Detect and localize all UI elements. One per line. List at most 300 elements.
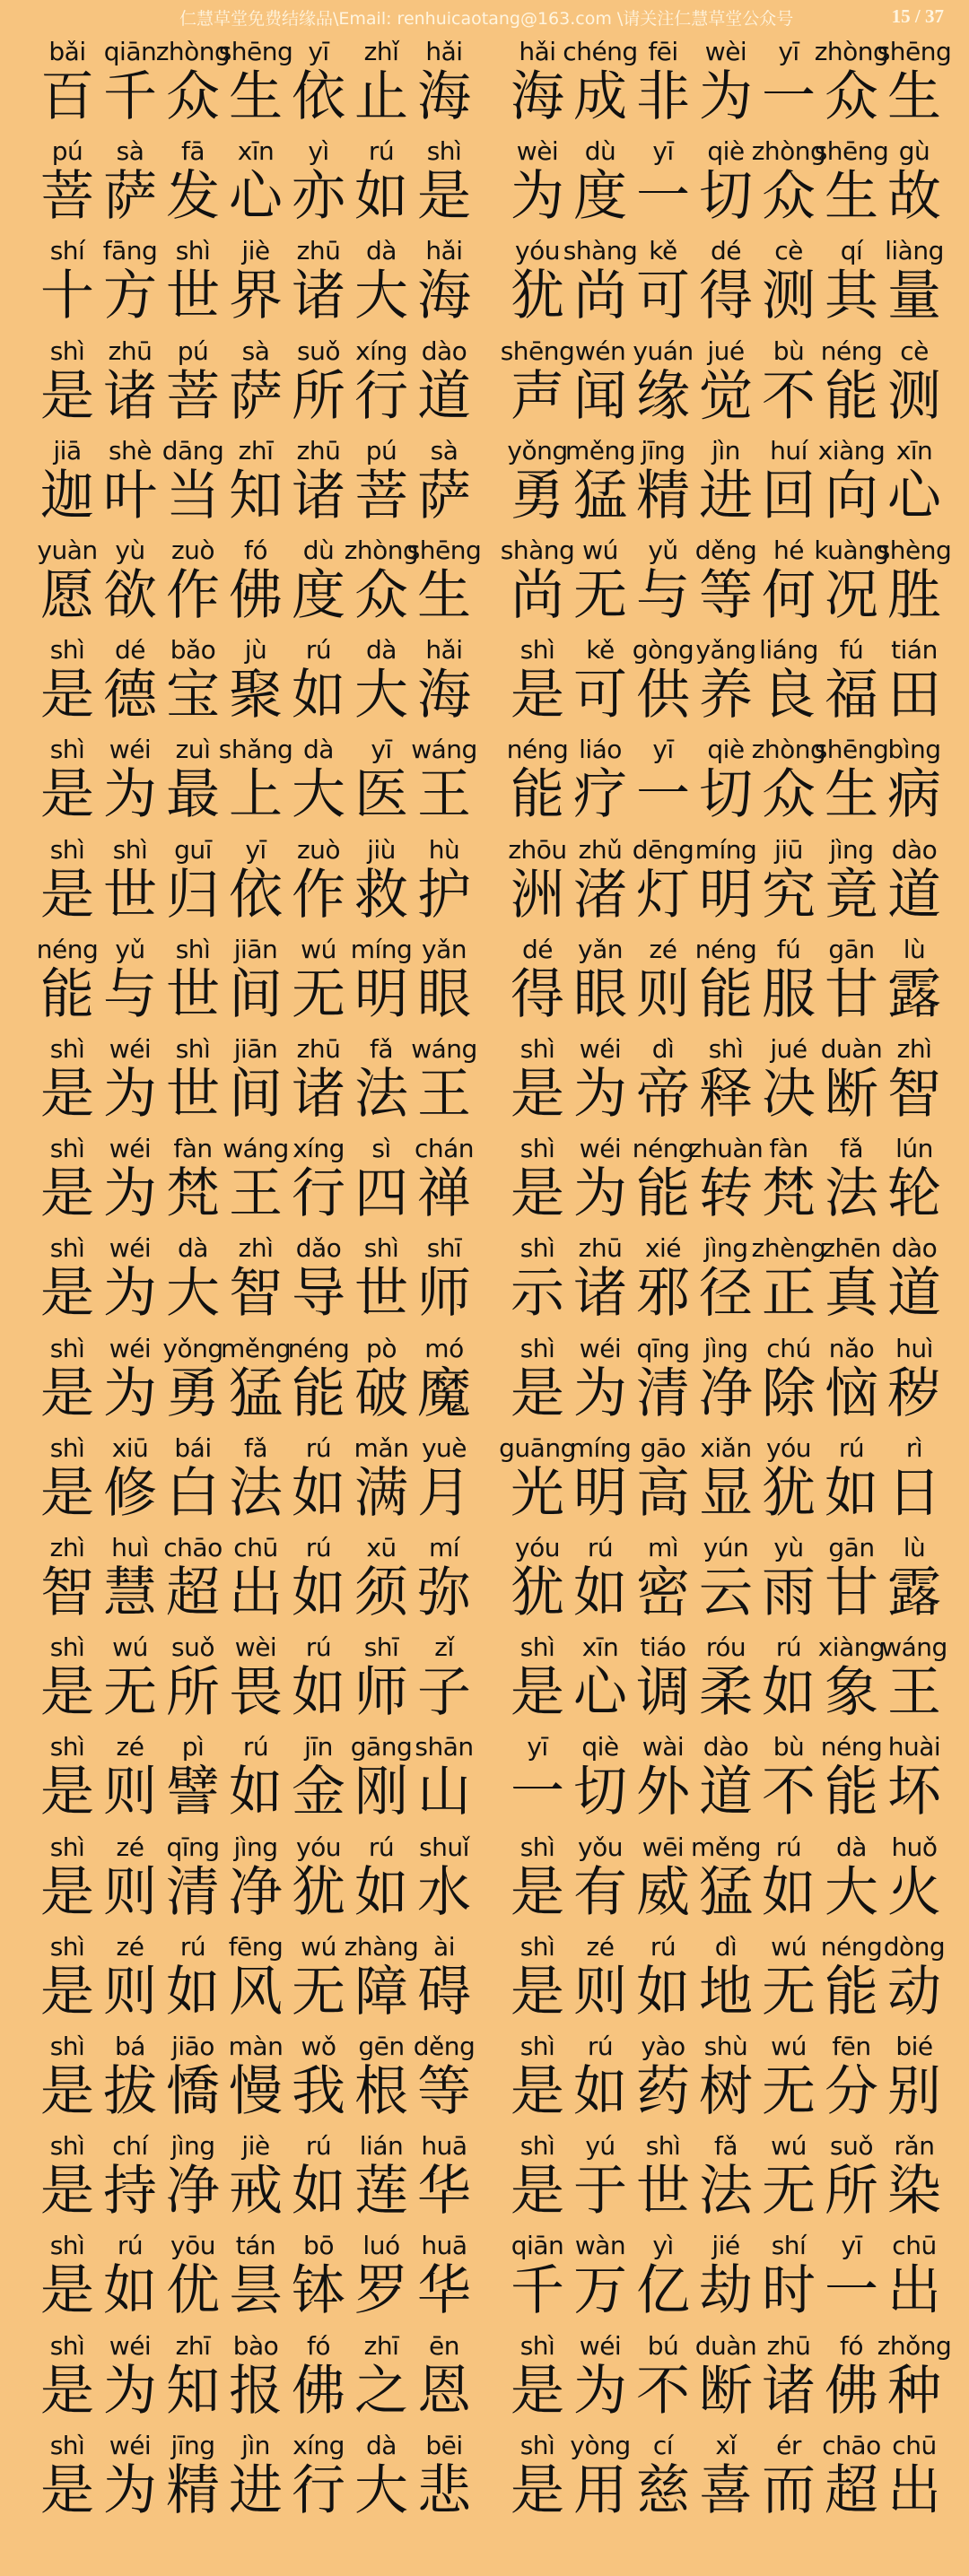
verse-character [413, 2130, 476, 2230]
pinyin: gāo [640, 1433, 686, 1463]
hanzi: 昙 [229, 2259, 283, 2322]
hanzi: 断 [825, 1063, 878, 1126]
hanzi: 是 [40, 864, 94, 927]
pinyin: dì [714, 1932, 738, 1962]
hanzi: 萨 [229, 365, 283, 428]
verse-line-left [36, 1731, 476, 1831]
hanzi: 医 [354, 763, 408, 826]
pinyin: shì [49, 735, 85, 764]
verse-line-right [506, 1033, 946, 1133]
hanzi: 戒 [229, 2160, 283, 2223]
hanzi: 所 [166, 1661, 220, 1724]
hanzi: 精 [636, 465, 690, 527]
pinyin: chán [414, 1134, 475, 1163]
pinyin: shì [708, 1034, 744, 1064]
hanzi: 欲 [103, 564, 157, 627]
hanzi: 修 [103, 1462, 157, 1525]
pinyin: rú [305, 1433, 332, 1463]
pinyin: zhū [296, 1034, 341, 1064]
hanzi: 如 [762, 1861, 816, 1924]
hanzi: 则 [573, 1961, 627, 2023]
hanzi: 行 [292, 1162, 345, 1225]
verse-line-left [36, 1333, 476, 1432]
pinyin: néng [632, 1134, 694, 1163]
hanzi: 亦 [292, 165, 345, 228]
pinyin: zhàng [344, 1932, 419, 1962]
hanzi: 护 [417, 864, 471, 927]
verse-row [0, 1532, 969, 1632]
pinyin: zhì [49, 1533, 85, 1562]
pinyin: shàng [563, 236, 638, 265]
hanzi: 如 [292, 1661, 345, 1724]
pinyin: shì [175, 935, 211, 964]
verse-row [0, 2430, 969, 2529]
pinyin: hǎi [425, 236, 463, 265]
hanzi: 犹 [292, 1861, 345, 1924]
hanzi: 何 [762, 564, 816, 627]
pinyin: wàn [574, 2231, 626, 2260]
pinyin: yú [585, 2131, 615, 2161]
verse-line-right [506, 2430, 946, 2529]
hanzi: 作 [166, 564, 220, 627]
hanzi: 能 [699, 963, 753, 1026]
verse-line-left [36, 2031, 476, 2130]
hanzi: 高 [636, 1462, 690, 1525]
pinyin: mó [424, 1334, 464, 1363]
verse-line-right [499, 1432, 946, 1532]
verse-line-left [36, 1832, 476, 1931]
hanzi: 恩 [417, 2360, 471, 2423]
pinyin: dào [891, 835, 938, 865]
hanzi: 是 [40, 2160, 94, 2223]
verse-character [883, 1632, 946, 1731]
pinyin: shì [519, 1832, 555, 1862]
pinyin: huì [895, 1334, 933, 1363]
hanzi: 则 [103, 1761, 157, 1823]
verse-character [883, 2230, 946, 2329]
hanzi: 无 [762, 2060, 816, 2123]
verse-row [0, 2130, 969, 2230]
pinyin: wéi [109, 2431, 152, 2460]
pinyin: yù [115, 535, 145, 565]
pinyin: chū [233, 1533, 278, 1562]
pinyin: shì [49, 1932, 85, 1962]
pinyin: qiè [581, 1732, 619, 1762]
pinyin: shì [49, 1034, 85, 1064]
verse-character [413, 2330, 476, 2430]
hanzi: 如 [762, 1661, 816, 1724]
pinyin: wéi [109, 1334, 152, 1363]
pinyin: dà [303, 735, 334, 764]
pinyin: měng [220, 1334, 292, 1363]
pinyin: shì [519, 1233, 555, 1263]
pinyin: rì [905, 1433, 923, 1463]
pinyin: liáo [579, 735, 622, 764]
verse-character [883, 1333, 946, 1432]
hanzi: 海 [417, 65, 471, 128]
pinyin: wéi [109, 1233, 152, 1263]
hanzi: 出 [229, 1562, 283, 1624]
pinyin: sà [241, 336, 270, 366]
verse-line-left [36, 2230, 476, 2329]
hanzi: 生 [229, 65, 283, 128]
pinyin: dé [522, 935, 553, 964]
hanzi: 觉 [699, 365, 753, 428]
verse-row [0, 1232, 969, 1332]
pinyin: shèng [877, 535, 952, 565]
pinyin: rú [305, 1632, 332, 1662]
hanzi: 一 [762, 65, 816, 128]
hanzi: 明 [699, 864, 753, 927]
hanzi: 是 [40, 1861, 94, 1924]
pinyin: xiǎn [700, 1433, 752, 1463]
verse-row [0, 1033, 969, 1133]
pinyin: wú [771, 1932, 807, 1962]
hanzi: 生 [825, 165, 878, 228]
pinyin: shì [49, 1832, 85, 1862]
pinyin: shì [49, 2231, 85, 2260]
verse-line-left [36, 1133, 476, 1232]
pinyin: duàn [694, 2331, 757, 2361]
hanzi: 世 [636, 2160, 690, 2223]
verse-line-left [36, 2130, 476, 2230]
verse-line-left [36, 934, 476, 1033]
hanzi: 切 [699, 763, 753, 826]
pinyin: xiū [111, 1433, 149, 1463]
verse-character [883, 235, 946, 335]
hanzi: 憍 [166, 2060, 220, 2123]
hanzi: 得 [511, 963, 564, 1026]
verse-line-right [506, 934, 946, 1033]
pinyin: shì [519, 2032, 555, 2061]
hanzi: 断 [699, 2360, 753, 2423]
pinyin: shí [49, 236, 85, 265]
pinyin: wéi [579, 1334, 622, 1363]
pinyin: mí [428, 1533, 460, 1562]
pinyin: qiè [707, 735, 745, 764]
pinyin: bù [773, 336, 805, 366]
hanzi: 智 [887, 1063, 941, 1126]
hanzi: 闻 [573, 365, 627, 428]
pinyin: liáng [759, 635, 818, 665]
hanzi: 萨 [103, 165, 157, 228]
hanzi: 无 [292, 963, 345, 1026]
pinyin: xíng [292, 1134, 345, 1163]
pinyin: wéi [579, 1034, 622, 1064]
hanzi: 最 [166, 763, 220, 826]
pinyin: rú [587, 2032, 614, 2061]
verse-row [0, 1133, 969, 1232]
hanzi: 显 [699, 1462, 753, 1525]
verse-character [883, 2430, 946, 2529]
pinyin: mì [647, 1533, 679, 1562]
hanzi: 无 [292, 1961, 345, 2023]
pinyin: jìng [703, 1233, 748, 1263]
pinyin: shí [771, 2231, 807, 2260]
hanzi: 是 [40, 2259, 94, 2322]
verse-line-left [36, 235, 476, 335]
pinyin: wài [642, 1732, 685, 1762]
hanzi: 进 [229, 2459, 283, 2522]
hanzi: 众 [762, 763, 816, 826]
hanzi: 海 [417, 664, 471, 727]
hanzi: 百 [40, 65, 94, 128]
verse-character [413, 2430, 476, 2529]
hanzi: 是 [511, 1961, 564, 2023]
pinyin: dòng [883, 1932, 946, 1962]
pinyin: shì [426, 136, 462, 166]
verse-character [877, 36, 952, 135]
pinyin: xīn [237, 136, 275, 166]
hanzi: 一 [511, 1761, 564, 1823]
pinyin: zé [116, 1832, 144, 1862]
verse-character [883, 834, 946, 934]
hanzi: 真 [825, 1262, 878, 1325]
hanzi: 如 [292, 1562, 345, 1624]
hanzi: 聚 [229, 664, 283, 727]
pinyin: jìng [233, 1832, 278, 1862]
pinyin: zé [649, 935, 677, 964]
hanzi: 一 [825, 2259, 878, 2322]
pinyin: zhòng [344, 535, 419, 565]
hanzi: 无 [762, 2160, 816, 2223]
pinyin: dào [703, 1732, 749, 1762]
hanzi: 无 [762, 1961, 816, 2023]
pinyin: jiù [367, 835, 396, 865]
hanzi: 向 [825, 465, 878, 527]
pinyin: chāo [822, 2431, 881, 2460]
verse-line-right [506, 1532, 946, 1632]
verse-line-left [36, 36, 476, 135]
hanzi: 之 [354, 2360, 408, 2423]
hanzi: 有 [573, 1861, 627, 1924]
pinyin: dé [711, 236, 741, 265]
verse-line-left [36, 335, 476, 435]
verse-line-right [500, 335, 946, 435]
hanzi: 救 [354, 864, 408, 927]
pinyin: zhòng [814, 37, 889, 66]
pinyin: yōu [170, 2231, 215, 2260]
hanzi: 是 [417, 165, 471, 228]
hanzi: 慧 [103, 1562, 157, 1624]
pinyin: hǎi [425, 635, 463, 665]
pinyin: xīn [581, 1632, 619, 1662]
pinyin: qí [840, 236, 863, 265]
hanzi: 止 [354, 65, 408, 128]
pinyin: xǐ [715, 2431, 737, 2460]
pinyin: kuàng [814, 535, 889, 565]
pinyin: fàn [173, 1134, 213, 1163]
pinyin: yóu [766, 1433, 811, 1463]
pinyin: sì [371, 1134, 391, 1163]
hanzi: 不 [762, 365, 816, 428]
pinyin: shì [519, 2331, 555, 2361]
hanzi: 释 [699, 1063, 753, 1126]
hanzi: 为 [103, 2459, 157, 2522]
hanzi: 云 [699, 1562, 753, 1624]
hanzi: 如 [573, 1562, 627, 1624]
hanzi: 邪 [636, 1262, 690, 1325]
hanzi: 别 [887, 2060, 941, 2123]
hanzi: 除 [762, 1362, 816, 1425]
pinyin: zhǐ [363, 37, 399, 66]
hanzi: 是 [511, 664, 564, 727]
verse-line-right [500, 535, 952, 634]
pinyin: zhǔ [578, 835, 623, 865]
pinyin: fēi [648, 37, 678, 66]
pinyin: dé [115, 635, 145, 665]
hanzi: 服 [762, 963, 816, 1026]
pinyin: wáng [881, 1632, 947, 1662]
hanzi: 归 [166, 864, 220, 927]
verse-line-left [36, 634, 476, 734]
hanzi: 如 [229, 1761, 283, 1823]
hanzi: 清 [166, 1861, 220, 1924]
pinyin: měng [564, 436, 636, 466]
hanzi: 径 [699, 1262, 753, 1325]
hanzi: 调 [636, 1661, 690, 1724]
pinyin: fā [180, 136, 205, 166]
hanzi: 染 [887, 2160, 941, 2223]
hanzi: 优 [166, 2259, 220, 2322]
hanzi: 心 [573, 1661, 627, 1724]
hanzi: 究 [762, 864, 816, 927]
pinyin: shì [49, 635, 85, 665]
hanzi: 法 [699, 2160, 753, 2223]
pinyin: yì [652, 2231, 674, 2260]
hanzi: 洲 [511, 864, 564, 927]
pinyin: shè [108, 436, 153, 466]
pinyin: yī [652, 136, 674, 166]
pinyin: fēng [228, 1932, 284, 1962]
pinyin: pú [51, 136, 83, 166]
hanzi: 水 [417, 1861, 471, 1924]
pinyin: hé [773, 535, 804, 565]
hanzi: 其 [825, 265, 878, 327]
pinyin: yuán [633, 336, 694, 366]
hanzi: 胜 [887, 564, 941, 627]
hanzi: 菩 [354, 465, 408, 527]
hanzi: 海 [511, 65, 564, 128]
hanzi: 如 [825, 1462, 878, 1525]
pinyin: néng [820, 1732, 883, 1762]
hanzi: 是 [40, 1961, 94, 2023]
hanzi: 为 [699, 65, 753, 128]
pinyin: gù [898, 136, 930, 166]
verse-row [0, 1832, 969, 1931]
pinyin: wéi [109, 735, 152, 764]
hanzi: 雨 [762, 1562, 816, 1624]
pinyin: zhēn [822, 1233, 881, 1263]
pinyin: yī [841, 2231, 862, 2260]
verse-character [883, 2031, 946, 2130]
hanzi: 清 [636, 1362, 690, 1425]
verse-line-left [36, 2330, 476, 2430]
hanzi: 露 [887, 1562, 941, 1624]
verse-character [883, 2130, 946, 2230]
hanzi: 报 [229, 2360, 283, 2423]
pinyin: shì [175, 1034, 211, 1064]
pinyin: bǎo [170, 635, 216, 665]
hanzi: 叶 [103, 465, 157, 527]
pinyin: fó [840, 2331, 863, 2361]
pinyin: zé [586, 1932, 615, 1962]
verse-line-left [36, 1432, 476, 1532]
pinyin: bào [232, 2331, 279, 2361]
pinyin: néng [36, 935, 99, 964]
pinyin: zé [116, 1732, 144, 1762]
pinyin: néng [694, 935, 757, 964]
pinyin: jiū [774, 835, 803, 865]
pinyin: zhōu [508, 835, 567, 865]
hanzi: 是 [40, 1063, 94, 1126]
hanzi: 萨 [417, 465, 471, 527]
hanzi: 喜 [699, 2459, 753, 2522]
verse-row [0, 535, 969, 634]
pinyin: wáng [411, 1034, 477, 1064]
hanzi: 碍 [417, 1961, 471, 2023]
verse-character [883, 1532, 946, 1632]
pinyin: yǔ [115, 935, 145, 964]
pinyin: rú [117, 2231, 144, 2260]
hanzi: 精 [166, 2459, 220, 2522]
hanzi: 生 [887, 65, 941, 128]
hanzi: 况 [825, 564, 878, 627]
verse-row [0, 2330, 969, 2430]
pinyin: kě [586, 635, 615, 665]
pinyin: gān [828, 935, 875, 964]
verse-line-left [36, 1931, 476, 2031]
pinyin: chí [112, 2131, 148, 2161]
hanzi: 切 [699, 165, 753, 228]
pinyin: xiàng [817, 436, 886, 466]
verse-character [883, 1832, 946, 1931]
verse-character [877, 535, 952, 634]
hanzi: 当 [166, 465, 220, 527]
pinyin: shì [519, 635, 555, 665]
pinyin: yī [778, 37, 799, 66]
hanzi: 等 [699, 564, 753, 627]
pinyin: fǎ [839, 1134, 863, 1163]
pinyin: shì [49, 1134, 85, 1163]
hanzi: 而 [762, 2459, 816, 2522]
verse-line-left [36, 135, 476, 235]
pinyin: shǎng [218, 735, 293, 764]
pinyin: rú [305, 635, 332, 665]
hanzi: 声 [511, 365, 564, 428]
pinyin: shì [175, 236, 211, 265]
hanzi: 是 [40, 1462, 94, 1525]
verse-line-right [506, 2230, 946, 2329]
pinyin: zhū [108, 336, 153, 366]
hanzi: 王 [417, 763, 471, 826]
hanzi: 外 [636, 1761, 690, 1823]
hanzi: 度 [292, 564, 345, 627]
pinyin: qiān [103, 37, 157, 66]
pinyin: yī [652, 735, 674, 764]
pinyin: shān [415, 1732, 474, 1762]
pinyin: shì [363, 1233, 399, 1263]
pinyin: jiā [53, 436, 82, 466]
pinyin: dào [891, 1233, 938, 1263]
hanzi: 正 [762, 1262, 816, 1325]
hanzi: 火 [887, 1861, 941, 1924]
pinyin: cí [652, 2431, 674, 2460]
hanzi: 是 [40, 664, 94, 727]
pinyin: pú [177, 336, 209, 366]
hanzi: 金 [292, 1761, 345, 1823]
hanzi: 生 [417, 564, 471, 627]
